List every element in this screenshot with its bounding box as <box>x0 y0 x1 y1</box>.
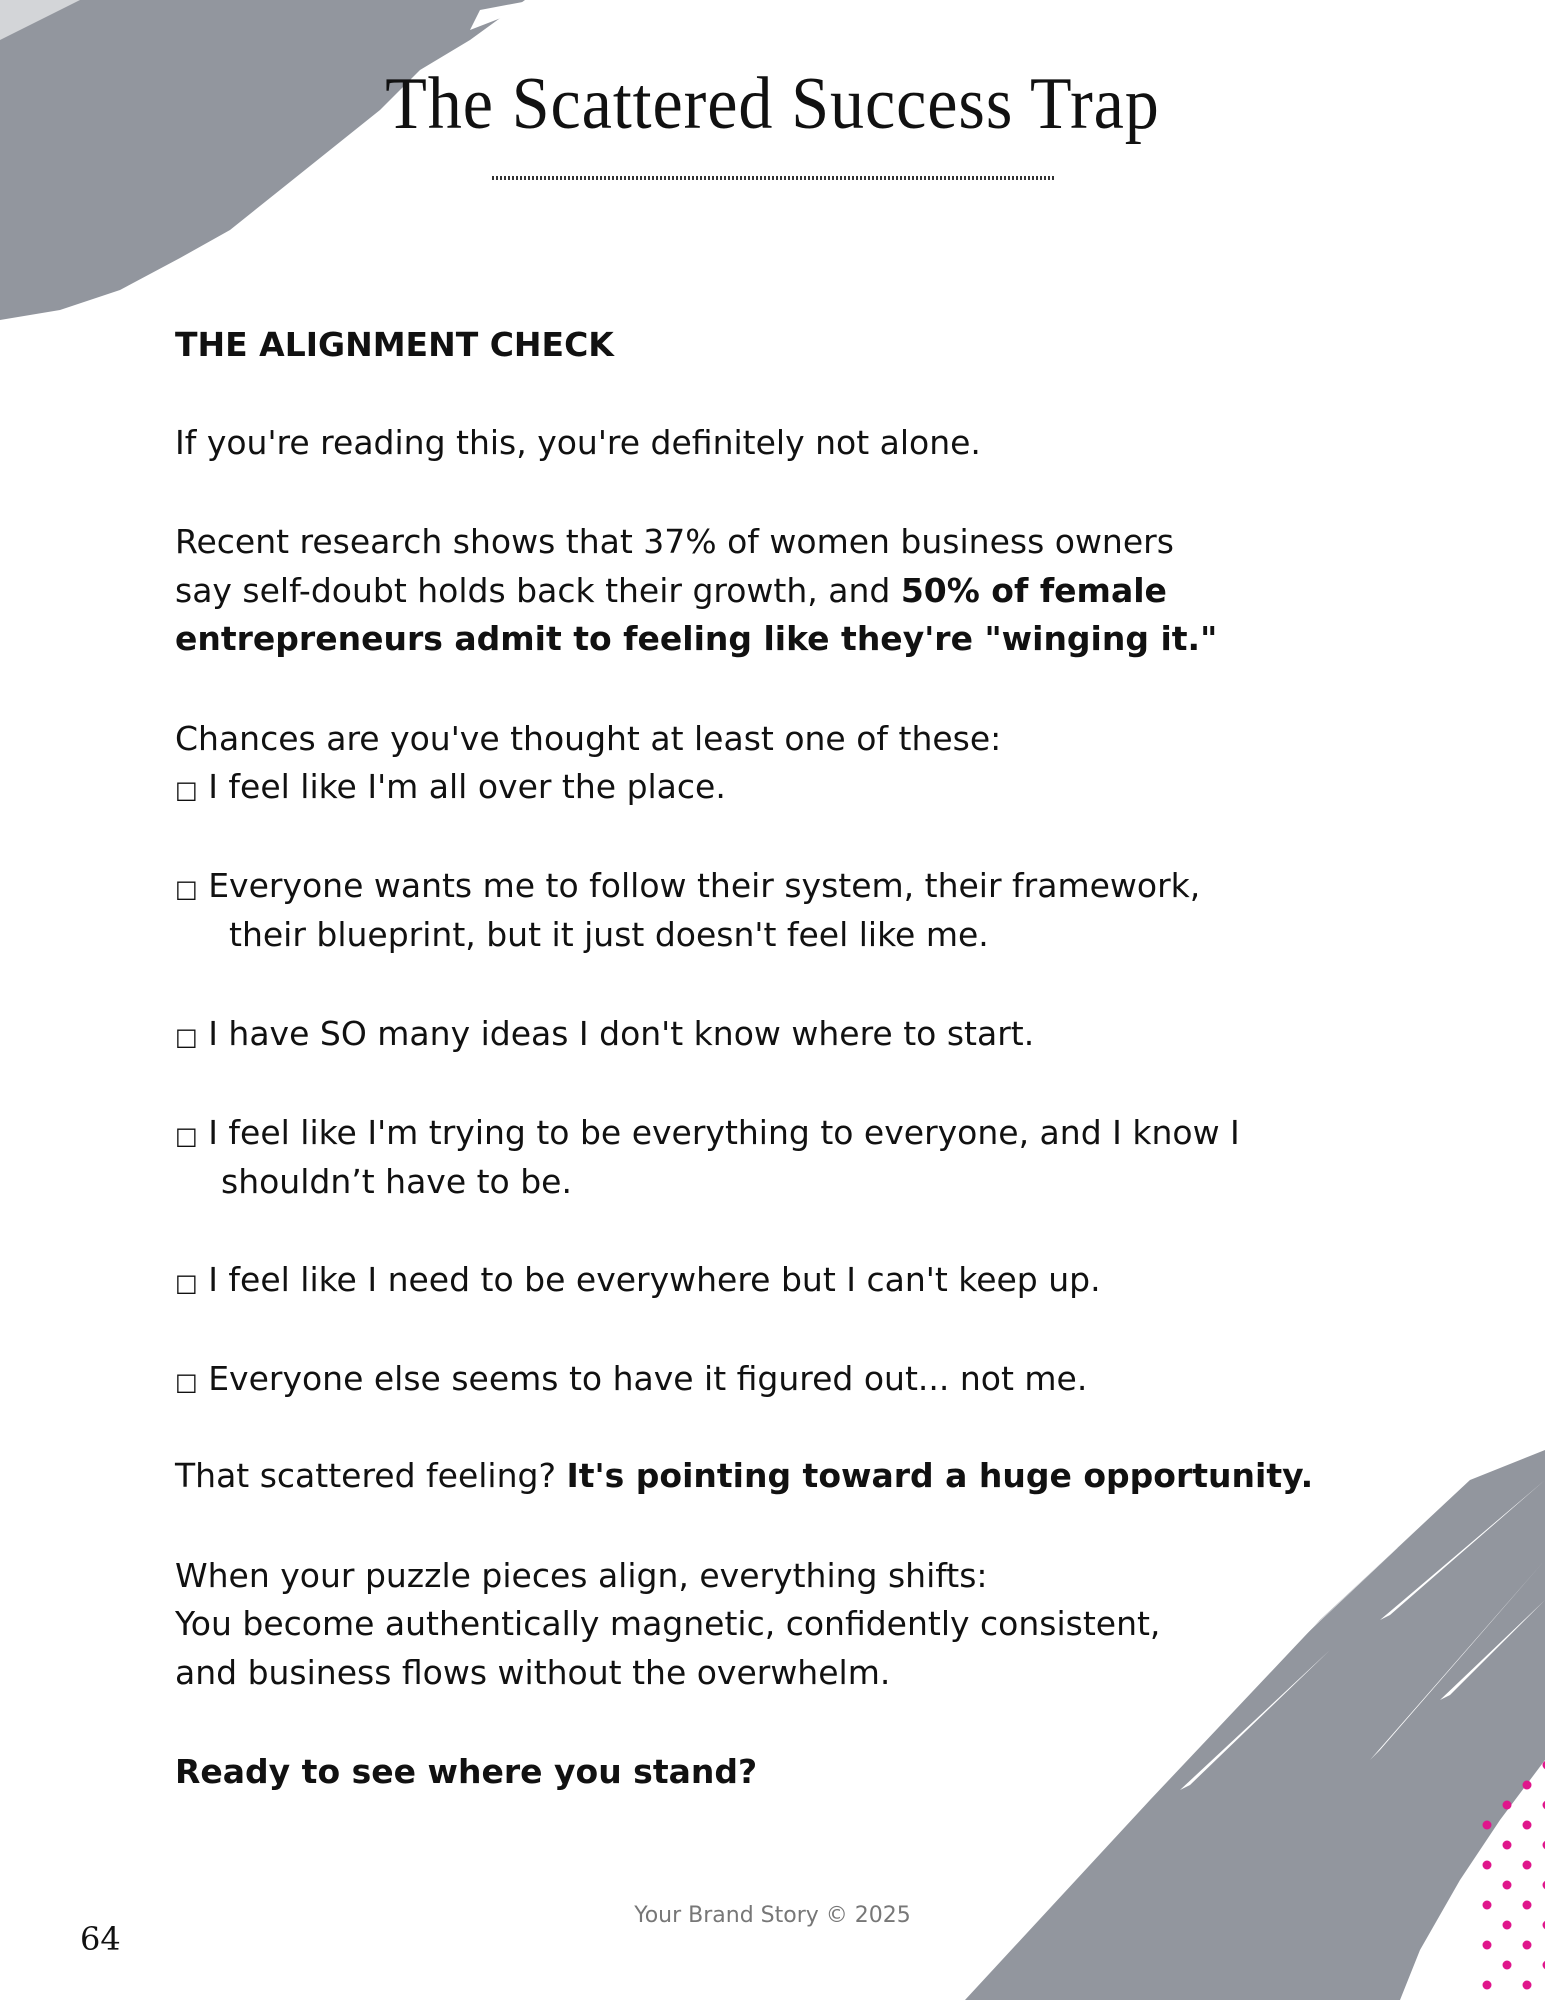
pink-dot <box>1483 1861 1492 1870</box>
align-line-3: and business flows without the overwhelm. <box>175 1653 891 1692</box>
checkbox-icon[interactable]: □ <box>175 875 198 903</box>
checklist-item-label: I have SO many ideas I don't know where to start. <box>208 1014 1035 1053</box>
checkbox-icon[interactable]: □ <box>175 1269 198 1297</box>
checklist-item[interactable] <box>175 762 726 815</box>
checklist-item-label: Everyone wants me to follow their system, their framework, <box>208 866 1201 905</box>
align-line-2: You become authentically magnetic, confidently consistent, <box>175 1604 1161 1643</box>
align-line-1: When your puzzle pieces align, everything shifts: <box>175 1556 988 1595</box>
checklist-item[interactable] <box>175 861 1200 914</box>
checklist-item-cont: their blueprint, but it just doesn't feel like me. <box>229 915 989 954</box>
checklist-item-cont: shouldn’t have to be. <box>221 1162 572 1201</box>
checklist-item[interactable] <box>175 1354 1087 1407</box>
checklist-item[interactable] <box>175 1108 1240 1161</box>
pink-dot <box>1503 1841 1512 1850</box>
checklist-item-label: Everyone else seems to have it figured out... not me. <box>208 1359 1088 1398</box>
scattered-line <box>175 1451 1313 1500</box>
pink-dot <box>1523 1821 1532 1830</box>
page-title: The Scattered Success Trap <box>385 63 1160 145</box>
pink-dot <box>1503 1881 1512 1890</box>
pink-dot <box>1503 1961 1512 1970</box>
page-number: 64 <box>80 1920 121 1958</box>
checklist-item-label: I feel like I'm all over the place. <box>208 767 726 806</box>
checkbox-icon[interactable]: □ <box>175 1368 198 1396</box>
pink-dot <box>1483 1821 1492 1830</box>
checkbox-icon[interactable]: □ <box>175 1122 198 1150</box>
pink-dot <box>1483 1981 1492 1990</box>
research-line-2 <box>175 566 1167 615</box>
pink-dot <box>1523 1981 1532 1990</box>
checklist-item-label: I feel like I need to be everywhere but I can't keep up. <box>208 1260 1101 1299</box>
call-to-action: Ready to see where you stand? <box>175 1752 758 1791</box>
intro-text: If you're reading this, you're definitely not alone. <box>175 423 981 462</box>
pink-dot <box>1483 1941 1492 1950</box>
pink-dot <box>1503 1801 1512 1810</box>
pink-dot <box>1523 1861 1532 1870</box>
research-stat-cont: entrepreneurs admit to feeling like they're "winging it." <box>175 619 1218 658</box>
title-divider <box>492 176 1054 180</box>
section-heading: THE ALIGNMENT CHECK <box>175 325 614 364</box>
scattered-text: That scattered feeling? <box>175 1456 567 1495</box>
research-line-3 <box>175 614 1217 663</box>
checklist-item[interactable] <box>175 1009 1034 1062</box>
research-text: say self-doubt holds back their growth, and <box>175 571 901 610</box>
research-stat: 50% of female <box>900 571 1167 610</box>
checkbox-icon[interactable]: □ <box>175 1023 198 1051</box>
research-line-1: Recent research shows that 37% of women business owners <box>175 522 1174 561</box>
checklist-intro: Chances are you've thought at least one of these: <box>175 719 1002 758</box>
checkbox-icon[interactable]: □ <box>175 776 198 804</box>
checklist-item-label: I feel like I'm trying to be everything to everyone, and I know I <box>208 1113 1240 1152</box>
pink-dot <box>1523 1941 1532 1950</box>
top-left-brush <box>0 0 560 320</box>
footer-copyright: Your Brand Story © 2025 <box>634 1903 911 1928</box>
checklist-item[interactable] <box>175 1255 1101 1308</box>
pink-dot <box>1523 1781 1532 1790</box>
scattered-emphasis: It's pointing toward a huge opportunity. <box>566 1456 1314 1495</box>
